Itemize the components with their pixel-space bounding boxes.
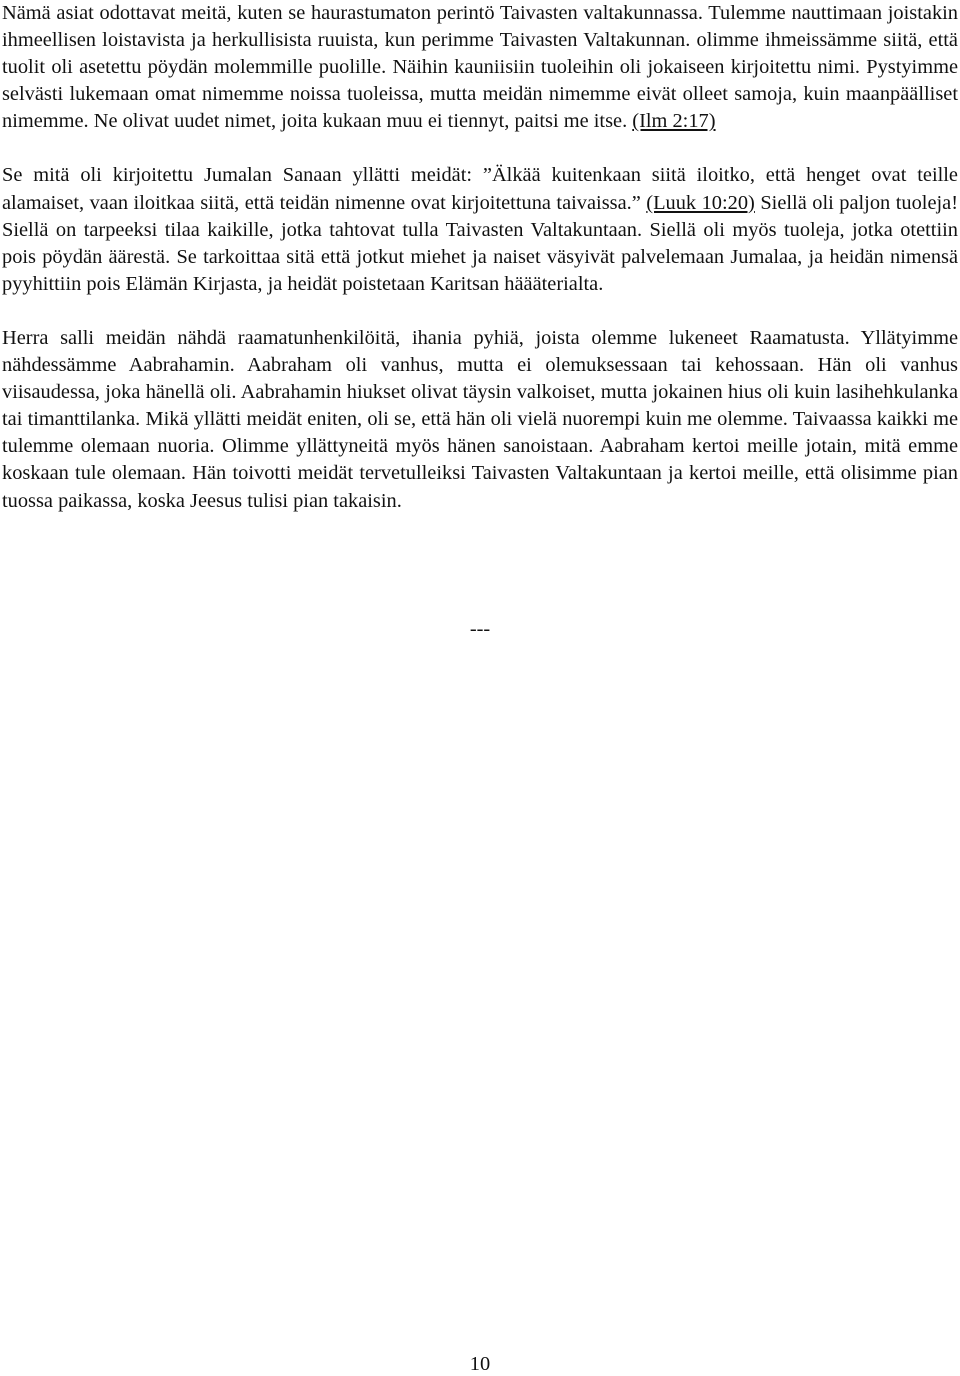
paragraph-3	[2, 325, 958, 515]
paragraph-text: Siellä oli paljon tuoleja! Siellä on tarpeeksi tilaa kaikille, jotka tahtovat tulla Taivasten Valtakuntaan. Siellä oli myös tuoleja, jotka otettiin pois pöydän äärestä. Se tarkoittaa sitä että jotkut miehet ja naiset väsyivät palvelemaan Jumalaa, ja heidän nimensä pyyhittiin pois Elämän Kirjasta, ja heidät poistetaan Karitsan häääterialta.	[2, 191, 958, 295]
paragraph-text: Herra salli meidän nähdä raamatunhenkilöitä, ihania pyhiä, joista olemme lukeneet Raamatusta. Yllätyimme nähdessämme Aabrahamin. Aabraham oli vanhus, mutta ei olemuksessaan tai kehossaan. Hän oli vanhus viisaudessa, joka hänellä oli. Aabrahamin hiukset olivat täysin valkoiset, mutta jokainen hius oli kuin lasihehkulanka tai timanttilanka. Mikä yllätti meidät eniten, oli se, että hän oli vielä nuorempi kuin me olemme. Taivaassa kaikki me tulemme olemaan nuoria. Olimme yllättyneitä myös hänen sanoistaan. Aabraham kertoi meille jotain, mitä emme koskaan tule olemaan. Hän toivotti meidät tervetulleiksi Taivasten Valtakuntaan ja kertoi meille, että olisimme pian tuossa paikassa, koska Jeesus tulisi pian takaisin.	[2, 326, 958, 512]
paragraph-text: Se mitä oli kirjoitettu Jumalan Sanaan yllätti meidät: ”Älkää kuitenkaan siitä iloitko, että henget ovat teille alamaiset, vaan iloitkaa siitä, että teidän nimenne ovat kirjoitettuna taivaissa.”	[2, 164, 958, 214]
paragraph-text: Nämä asiat odottavat meitä, kuten se haurastumaton perintö Taivasten valtakunnassa. Tulemme nauttimaan joistakin ihmeellisen loistavista ja herkullisista ruuista, kun perimme Taivasten Valtakunnan. olimme ihmeissämme siitä, että tuolit oli asetettu pöydän molemmille puolille. Näihin kauniisiin tuoleihin oli jokaiseen kirjoitettu nimi. Pystyimme selvästi lukemaan omat nimemme noissa tuoleissa, mutta meidän nimemme eivät olleet samoja, kuin maanpäälliset nimemme. Ne olivat uudet nimet, joita kukaan muu ei tiennyt, paitsi me itse.	[2, 2, 958, 133]
scripture-reference-ilm: (Ilm 2:17)	[632, 110, 716, 133]
paragraph-1	[2, 0, 958, 135]
paragraph-2	[2, 162, 958, 297]
scripture-reference-luuk: (Luuk 10:20)	[646, 191, 755, 214]
document-body	[2, 0, 958, 515]
page-number: 10	[469, 1353, 491, 1375]
section-separator: ---	[469, 618, 491, 640]
